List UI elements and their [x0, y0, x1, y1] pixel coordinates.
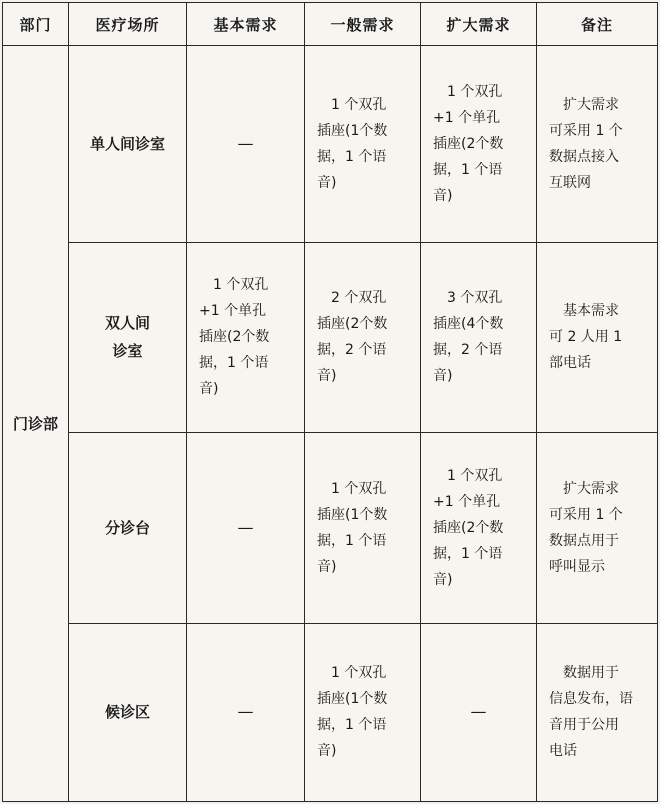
remark-line: 互联网 — [549, 174, 591, 191]
remark-cell — [537, 46, 658, 243]
header-basic-requirement: 基本需求 — [187, 3, 305, 46]
general-line: 插座(1个数 — [317, 506, 388, 523]
location-cell — [69, 46, 187, 243]
header-department: 部门 — [3, 3, 69, 46]
general-line: 1 个双孔 — [331, 665, 387, 682]
general-line: 据，2 个语 — [317, 342, 387, 359]
header-location: 医疗场所 — [69, 3, 187, 46]
general-line: 据，1 个语 — [317, 148, 387, 165]
general-cell — [305, 433, 421, 624]
extended-line: 3 个双孔 — [447, 290, 503, 307]
general-cell — [305, 623, 421, 801]
remark-line: 可采用 1 个 — [549, 122, 623, 139]
general-line: 据，1 个语 — [317, 532, 387, 549]
location-cell — [69, 623, 187, 801]
basic-line: — — [237, 133, 254, 153]
remark-line: 扩大需求 — [563, 480, 619, 497]
remark-line: 可 2 人用 1 — [549, 329, 623, 346]
location-line: 候诊区 — [104, 703, 150, 722]
general-line: 2 个双孔 — [331, 290, 387, 307]
remark-line: 基本需求 — [563, 303, 619, 320]
extended-line: 据，1 个语 — [433, 545, 503, 562]
extended-line: 音) — [433, 187, 453, 204]
general-line: 音) — [317, 558, 337, 575]
extended-cell — [421, 242, 537, 433]
general-line: 音) — [317, 174, 337, 191]
header-general-requirement: 一般需求 — [305, 3, 421, 46]
header-remark: 备注 — [537, 3, 658, 46]
location-line: 分诊台 — [104, 518, 150, 537]
remark-line: 音用于公用 — [549, 717, 619, 734]
department-cell: 门诊部 — [3, 46, 69, 802]
basic-cell — [187, 623, 305, 801]
general-line: 插座(1个数 — [317, 691, 388, 708]
remark-line: 数据点用于 — [549, 532, 619, 549]
remark-line: 数据用于 — [563, 665, 619, 682]
location-line: 双人间 — [104, 314, 150, 333]
general-line: 音) — [317, 368, 337, 385]
extended-line: 1 个双孔 — [447, 467, 503, 484]
location-cell — [69, 242, 187, 433]
remark-line: 呼叫显示 — [549, 558, 605, 575]
remark-line: 电话 — [549, 743, 577, 760]
basic-line: 1 个双孔 — [213, 277, 269, 294]
table-row — [3, 46, 658, 243]
extended-line: 据，1 个语 — [433, 161, 503, 178]
remark-cell — [537, 242, 658, 433]
general-line: 1 个双孔 — [331, 96, 387, 113]
extended-cell — [421, 46, 537, 243]
basic-line: 插座(2个数 — [199, 329, 270, 346]
basic-line: 据，1 个语 — [199, 355, 269, 372]
location-cell — [69, 433, 187, 624]
extended-cell — [421, 623, 537, 801]
extended-line: 音) — [433, 368, 453, 385]
extended-line: 据，2 个语 — [433, 342, 503, 359]
extended-line: +1 个单孔 — [433, 493, 501, 510]
remark-line: 扩大需求 — [563, 96, 619, 113]
remark-line: 数据点接入 — [549, 148, 619, 165]
basic-cell — [187, 433, 305, 624]
extended-cell — [421, 433, 537, 624]
basic-line: 音) — [199, 381, 219, 398]
location-line: 单人间诊室 — [89, 134, 165, 153]
remark-cell — [537, 623, 658, 801]
requirements-table — [2, 2, 658, 802]
extended-line: — — [470, 702, 487, 722]
extended-line: 插座(4个数 — [433, 316, 504, 333]
extended-line: 插座(2个数 — [433, 135, 504, 152]
general-line: 据，1 个语 — [317, 717, 387, 734]
basic-line: +1 个单孔 — [199, 303, 267, 320]
remark-cell — [537, 433, 658, 624]
basic-line: — — [237, 702, 254, 722]
basic-cell — [187, 242, 305, 433]
general-line: 插座(2个数 — [317, 316, 388, 333]
general-cell — [305, 46, 421, 243]
basic-line: — — [237, 517, 254, 537]
general-line: 插座(1个数 — [317, 122, 388, 139]
extended-line: 音) — [433, 571, 453, 588]
table-row — [3, 623, 658, 801]
general-line: 音) — [317, 743, 337, 760]
extended-line: 插座(2个数 — [433, 519, 504, 536]
remark-line: 可采用 1 个 — [549, 506, 623, 523]
header-row — [3, 3, 658, 46]
table-row — [3, 242, 658, 433]
location-line: 诊室 — [112, 342, 143, 361]
general-line: 1 个双孔 — [331, 480, 387, 497]
extended-line: +1 个单孔 — [433, 109, 501, 126]
remark-line: 部电话 — [549, 355, 591, 372]
table-row — [3, 433, 658, 624]
header-extended-requirement: 扩大需求 — [421, 3, 537, 46]
basic-cell — [187, 46, 305, 243]
remark-line: 信息发布，语 — [549, 691, 633, 708]
extended-line: 1 个双孔 — [447, 83, 503, 100]
general-cell — [305, 242, 421, 433]
